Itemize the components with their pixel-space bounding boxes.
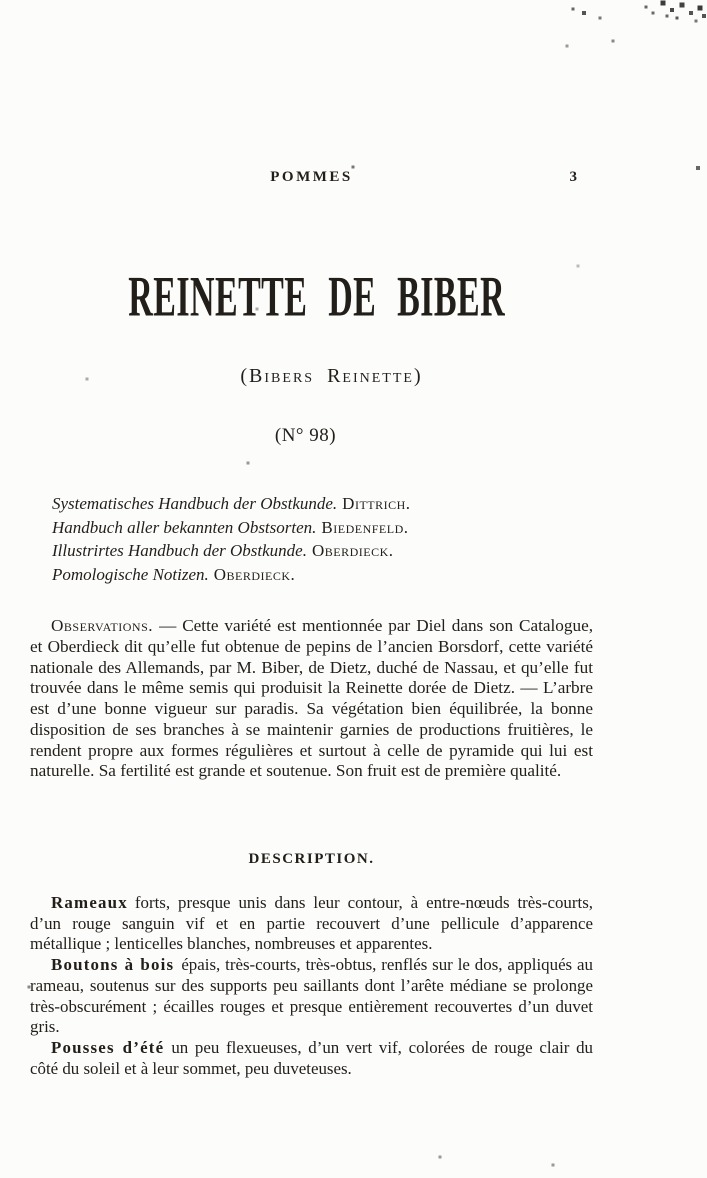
reference-author: Dittrich. <box>342 494 411 513</box>
reference-item <box>52 539 411 563</box>
paragraph-text: forts, presque unis dans leur contour, à entre-nœuds très-courts, d’un rouge sanguin vif et en partie recouvert d’une pellicule d’apparence métallique ; lenticelles blanches, nombreuses et apparentes. <box>30 893 593 954</box>
paragraph-lead-pousses: Pousses d’été <box>51 1037 165 1057</box>
paragraph-lead-boutons: Boutons à bois <box>51 955 175 975</box>
variety-synonym: (Bibers Reinette) <box>240 365 423 387</box>
reference-item <box>52 492 411 516</box>
title-block <box>35 264 598 329</box>
paragraph-text: un peu flexueuses, d’un vert vif, colorées de rouge clair du côté du soleil et à leur sommet, peu duveteuses. <box>30 1037 593 1078</box>
observations-paragraph <box>30 616 593 782</box>
description-paragraph <box>30 955 593 1038</box>
description-paragraph <box>30 1038 593 1079</box>
reference-item <box>52 516 411 540</box>
paragraph-text: épais, très-courts, très-obtus, renflés sur le dos, appliqués au rameau, soutenus sur des supports peu saillants dont l’arête médiane se prolonge très-obscurément ; écailles rouges et presque entièrement recouvertes d’un duvet gris. <box>30 955 593 1037</box>
description-heading: DESCRIPTION. <box>248 851 375 867</box>
page-number: 3 <box>569 169 577 185</box>
reference-title: Handbuch aller bekannten Obstsorten. <box>52 517 317 537</box>
paragraph-lead-rameaux: Rameaux <box>51 893 128 912</box>
reference-list <box>52 492 411 586</box>
description-section <box>30 893 593 1079</box>
reference-title: Systematisches Handbuch der Obstkunde. <box>52 494 338 513</box>
running-header <box>30 169 593 186</box>
running-header-title: POMMES <box>270 169 353 185</box>
reference-title: Pomologische Notizen. <box>52 564 209 584</box>
reference-author: Oberdieck. <box>213 564 296 584</box>
observations-label: Observations. <box>51 616 154 635</box>
reference-author: Oberdieck. <box>311 541 394 560</box>
reference-title: Illustrirtes Handbuch der Obstkunde. <box>52 541 307 560</box>
observations-text: — Cette variété est mentionnée par Diel dans son Catalogue, et Oberdieck dit qu’elle fut obtenue de pepins de l’ancien Borsdorf, cette variété nationale des Allemands, par M. Biber, de Dietz, duché de Nassau, et qu’elle fut trouvée dans le même semis qui produisit la Reinette dorée de Dietz. — L’arbre est d’une bonne vigueur sur paradis. Sa végétation bien équilibrée, la bonne disposition de ses branches à se maintenir garnies de productions fruitières, le rendent propre aux formes régulières et surtout à celle de pyramide qui lui est naturelle. Sa fertilité est grande et soutenue. Son fruit est de première qualité. <box>30 616 593 781</box>
reference-item <box>52 563 411 587</box>
reference-author: Biedenfeld. <box>321 517 409 537</box>
scan-speckles <box>0 0 2 2</box>
description-paragraph <box>30 893 593 955</box>
variety-title: REINETTE DE BIBER <box>128 264 505 329</box>
variety-number: (N° 98) <box>274 425 337 446</box>
